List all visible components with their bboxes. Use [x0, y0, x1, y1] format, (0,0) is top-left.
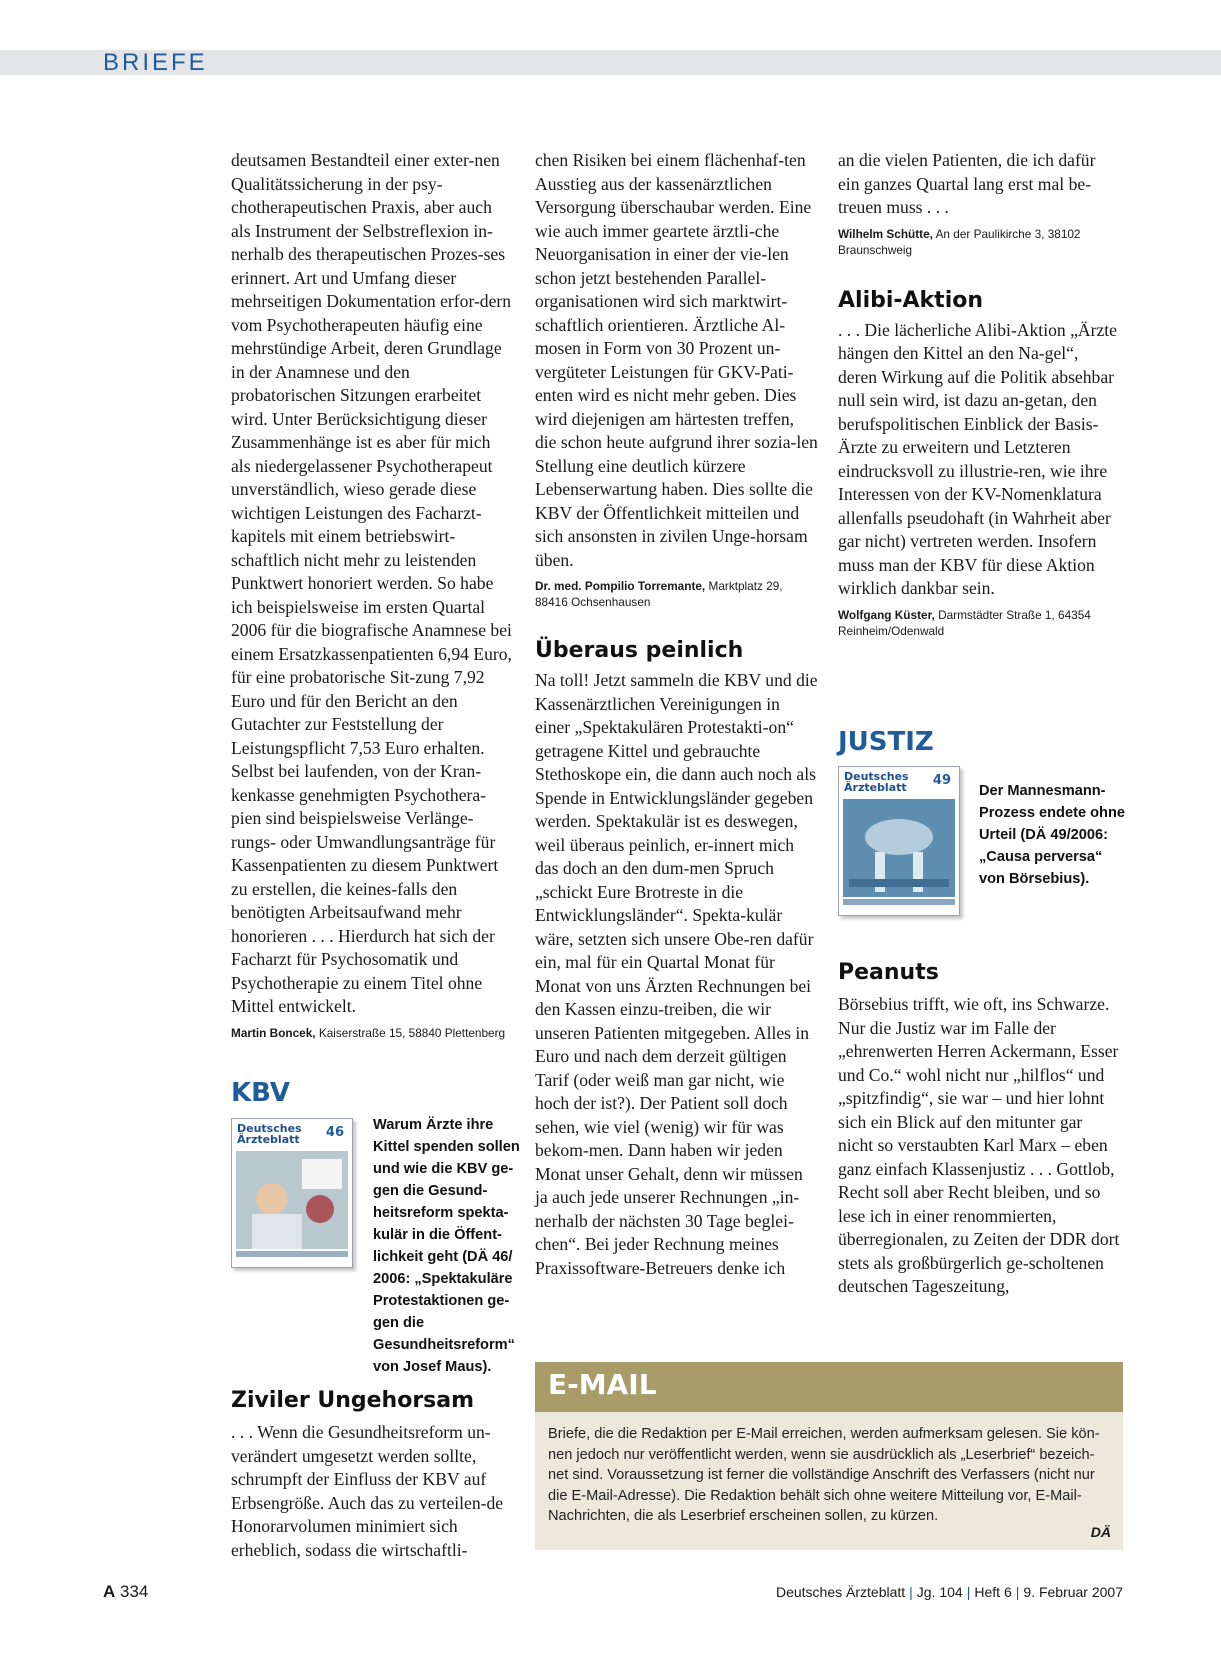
signature-name: Wolfgang Küster, — [838, 607, 935, 622]
journal-volume: Jg. 104 — [916, 1584, 963, 1600]
section-header: BRIEFE — [103, 49, 208, 76]
column-2 — [535, 149, 818, 1280]
magazine-cover-46 — [231, 1118, 353, 1268]
cover-issue-number: 49 — [932, 773, 951, 788]
letter-signature — [838, 226, 1121, 258]
journal-issue: Heft 6 — [974, 1584, 1012, 1600]
letter-body: deutsamen Bestandteil einer exter-nen Qualitätssicherung in der psy-chotherapeutischen Praxis, aber auch als Instrument der Selbstreflexion in-nerhalb des therapeutischen Prozes-ses erinnert. Art und Umfang dieser mehrseitigen Dokumentation erfor-dern vom Psychotherapeuten häufig eine mehrstündige Arbeit, deren Grundlage in der Anamnese und den probatorischen Sitzungen erarbeitet wird. Unter Berücksichtigung dieser Zusammenhänge ist es aber für mich als niedergelassener Psychotherapeut unverständlich, wieso gerade diese wichtigen Leistungen des Facharzt-kapitels mit einem betriebswirt-schaftlich nicht mehr zu leistenden Punktwert honoriert werden. So habe ich beispielsweise im ersten Quartal 2006 für die biografische Anamnese bei einem Ersatzkassenpatienten 6,94 Euro, für eine probatorische Sit-zung 7,92 Euro und für den Bericht an den Gutachter zur Feststellung der Leistungspflicht 7,53 Euro erhalten. Selbst bei laufenden, von der Kran-kenkasse genehmigten Psychothera-pien sind beispielsweise Verlänge-rungs- oder Umwandlungsanträge für Kassenpatienten zu diesem Punktwert zu erstellen, die keines-falls den benötigten Arbeitsaufwand mehr honorieren . . . Hierdurch hat sich der Facharzt für Psychosomatik und Psychotherapie zu einem Titel ohne Mittel entwickelt. — [231, 150, 512, 1016]
letter-body: Börsebius trifft, wie oft, ins Schwarze. Nur die Justiz war im Falle der „ehrenwerten Herren Ackermann, Esser und Co.“ wohl nicht nur „hilflos“ und „spitzfindig“, sie war – und hier lohnt sich ein Blick auf den mitunter gar nicht so verstaubten Karl Marx – eben ganz einfach Klassenjustiz . . . Gottlob, Recht soll aber Recht bleiben, und so lese ich in einer renommierten, überregionalen, zu Zeiten der DDR dort stets als großbürgerlich ge-scholtenen deutschen Tageszeitung, — [838, 994, 1120, 1296]
magazine-cover-49 — [838, 766, 960, 916]
letter-signature — [838, 607, 1121, 639]
letter-body: Na toll! Jetzt sammeln die KBV und die Kassenärztlichen Vereinigungen in einer „Spektakulären Protestakti-on“ getragene Kittel und gebrauchte Stethoskope ein, die dann auch noch als Spende in Entwicklungsländer gegeben werden. Spektakulär ist es deswegen, weil überaus peinlich, er-innert mich das doch an den dum-men Spruch „schickt Eure Brotreste in die Entwicklungsländer“. Spekta-kulär wäre, setzten sich unsere Obe-ren dafür ein, mal für ein Quartal Monat für Monat von uns Ärzten Rechnungen bei den Kassen einzu-treiben, die wir unseren Patienten mitgegeben. Alles in Euro und nach dem derzeit gültigen Tarif (oder weiß man gar nicht, wie hoch der ist?). Der Patient soll doch sehen, wie viel (wenig) wir für was bekom-men. Dann haben wir jeden Monat unser Gehalt, denn wir müssen ja auch jede unserer Rechnungen „in-nerhalb der nächsten 30 Tage beglei-chen“. Bei jeder Rechnung meines Praxissoftware-Betreuers denke ich — [535, 670, 818, 1278]
kbv-caption-text: Warum Ärzte ihre Kittel spenden sollen und wie die KBV ge-gen die Gesund-heitsreform spekta-kulär in die Öffent-lichkeit geht (DÄ 46/ 2006: „Spektakuläre Protestaktionen ge-gen die Gesundheitsreform“ von Josef Maus). — [373, 1117, 520, 1375]
page-prefix: A — [103, 1582, 116, 1601]
email-notice-box — [535, 1362, 1123, 1550]
section-kbv: KBV — [231, 1078, 291, 1108]
journal-footer: Deutsches Ärzteblatt | Jg. 104 | Heft 6 | 9. Februar 2007 — [775, 1584, 1123, 1600]
cover-photo — [839, 767, 959, 915]
signature-address: Marktplatz 29, 88416 Ochsenhausen — [535, 579, 783, 609]
column-3 — [838, 149, 1121, 639]
section-justiz: JUSTIZ — [838, 727, 934, 757]
signature-name: Wilhelm Schütte, — [838, 226, 933, 241]
column-1 — [231, 149, 514, 1041]
email-notice-title: E-MAIL — [548, 1368, 657, 1401]
signature-address: Darmstädter Straße 1, 64354 Reinheim/Odenwald — [838, 607, 1091, 638]
heading-ueberaus-peinlich: Überaus peinlich — [535, 638, 744, 663]
cover-title: Deutsches Ärzteblatt — [237, 1122, 302, 1146]
letter-body: an die vielen Patienten, die ich dafür ein ganzes Quartal lang erst mal be-treuen muss . . . — [838, 150, 1096, 217]
kbv-caption — [373, 1114, 523, 1378]
cover-photo — [232, 1119, 352, 1267]
email-notice-text: Briefe, die die Redaktion per E-Mail erreichen, werden aufmerksam gelesen. Sie kön-nen jedoch nur veröffentlicht werden, wenn sie ausdrücklich als „Leserbrief“ bezeich-net sind. Voraussetzung ist ferner die vollständige Anschrift des Verfassers (nicht nur die E-Mail-Adresse). Die Redaktion behält sich ohne weitere Mitteilung vor, E-Mail-Nachrichten, die als Leserbrief erscheinen sollen, zu kürzen. — [548, 1426, 1100, 1524]
letter-body: chen Risiken bei einem flächenhaf-ten Ausstieg aus der kassenärztlichen Versorgung überschaubar werden. Eine wie auch immer geartete ärztli-che Neuorganisation in einer der vie-len schon jetzt bestehenden Parallel-organisationen wird sich marktwirt-schaftlich orientieren. Ärztliche Al-mosen in Form von 30 Prozent un-vergüteter Leistungen für GKV-Pati-enten wird es nicht mehr geben. Dies wird diejenigen am härtesten treffen, die schon heute aufgrund ihrer sozia-len Stellung eine deutlich kürzere Lebenserwartung haben. Dies sollte die KBV der Öffentlichkeit mitteilen und sich ansonsten in zivilen Unge-horsam üben. — [535, 150, 818, 570]
signature-address: Kaiserstraße 15, 58840 Plettenberg — [315, 1025, 506, 1040]
justiz-caption-text: Der Mannesmann-Prozess endete ohne Urteil (DÄ 49/2006: „Causa perversa“ von Börsebius). — [979, 783, 1125, 887]
cover-issue-number: 46 — [325, 1125, 344, 1140]
signature-name: Dr. med. Pompilio Torremante, — [535, 579, 706, 593]
letter-body: . . . Die lächerliche Alibi-Aktion „Ärzte hängen den Kittel an den Na-gel“, deren Wirkung auf die Politik absehbar null sein wird, ist dazu an-getan, den berufspolitischen Einblick der Basis-Ärzte zu erweitern und Letzteren eindrucksvoll zu illustrie-ren, wie ihre Interessen von der KV-Nomenklatura allenfalls pseudohaft (in Wahrheit aber gar nicht) vertreten werden. Insofern muss man der KBV für diese Aktion wirklich dankbar sein. — [838, 319, 1117, 598]
heading-alibi-aktion: Alibi-Aktion — [838, 287, 984, 313]
letter-body: . . . Wenn die Gesundheitsreform un-verändert umgesetzt werden sollte, schrumpft der Einfluss der KBV auf Erbsengröße. Auch das zu verteilen-de Honorarvolumen minimiert sich erheblich, sodass die wirtschaftli- — [231, 1422, 504, 1560]
justiz-caption — [979, 780, 1129, 890]
journal-name: Deutsches Ärzteblatt — [775, 1584, 906, 1600]
page-number — [103, 1582, 148, 1602]
signature-address: An der Paulikirche 3, 38102 Braunschweig — [838, 226, 1081, 257]
email-notice-signature: DÄ — [1090, 1524, 1111, 1540]
cover-title: Deutsches Ärzteblatt — [844, 770, 909, 794]
letter-signature — [535, 578, 818, 610]
heading-ziviler-ungehorsam: Ziviler Ungehorsam — [231, 1388, 475, 1413]
letter-signature — [231, 1025, 514, 1041]
page-num: 334 — [120, 1582, 149, 1601]
signature-name: Martin Boncek, — [231, 1025, 316, 1040]
journal-date: 9. Februar 2007 — [1023, 1584, 1123, 1600]
heading-peanuts: Peanuts — [838, 960, 939, 985]
